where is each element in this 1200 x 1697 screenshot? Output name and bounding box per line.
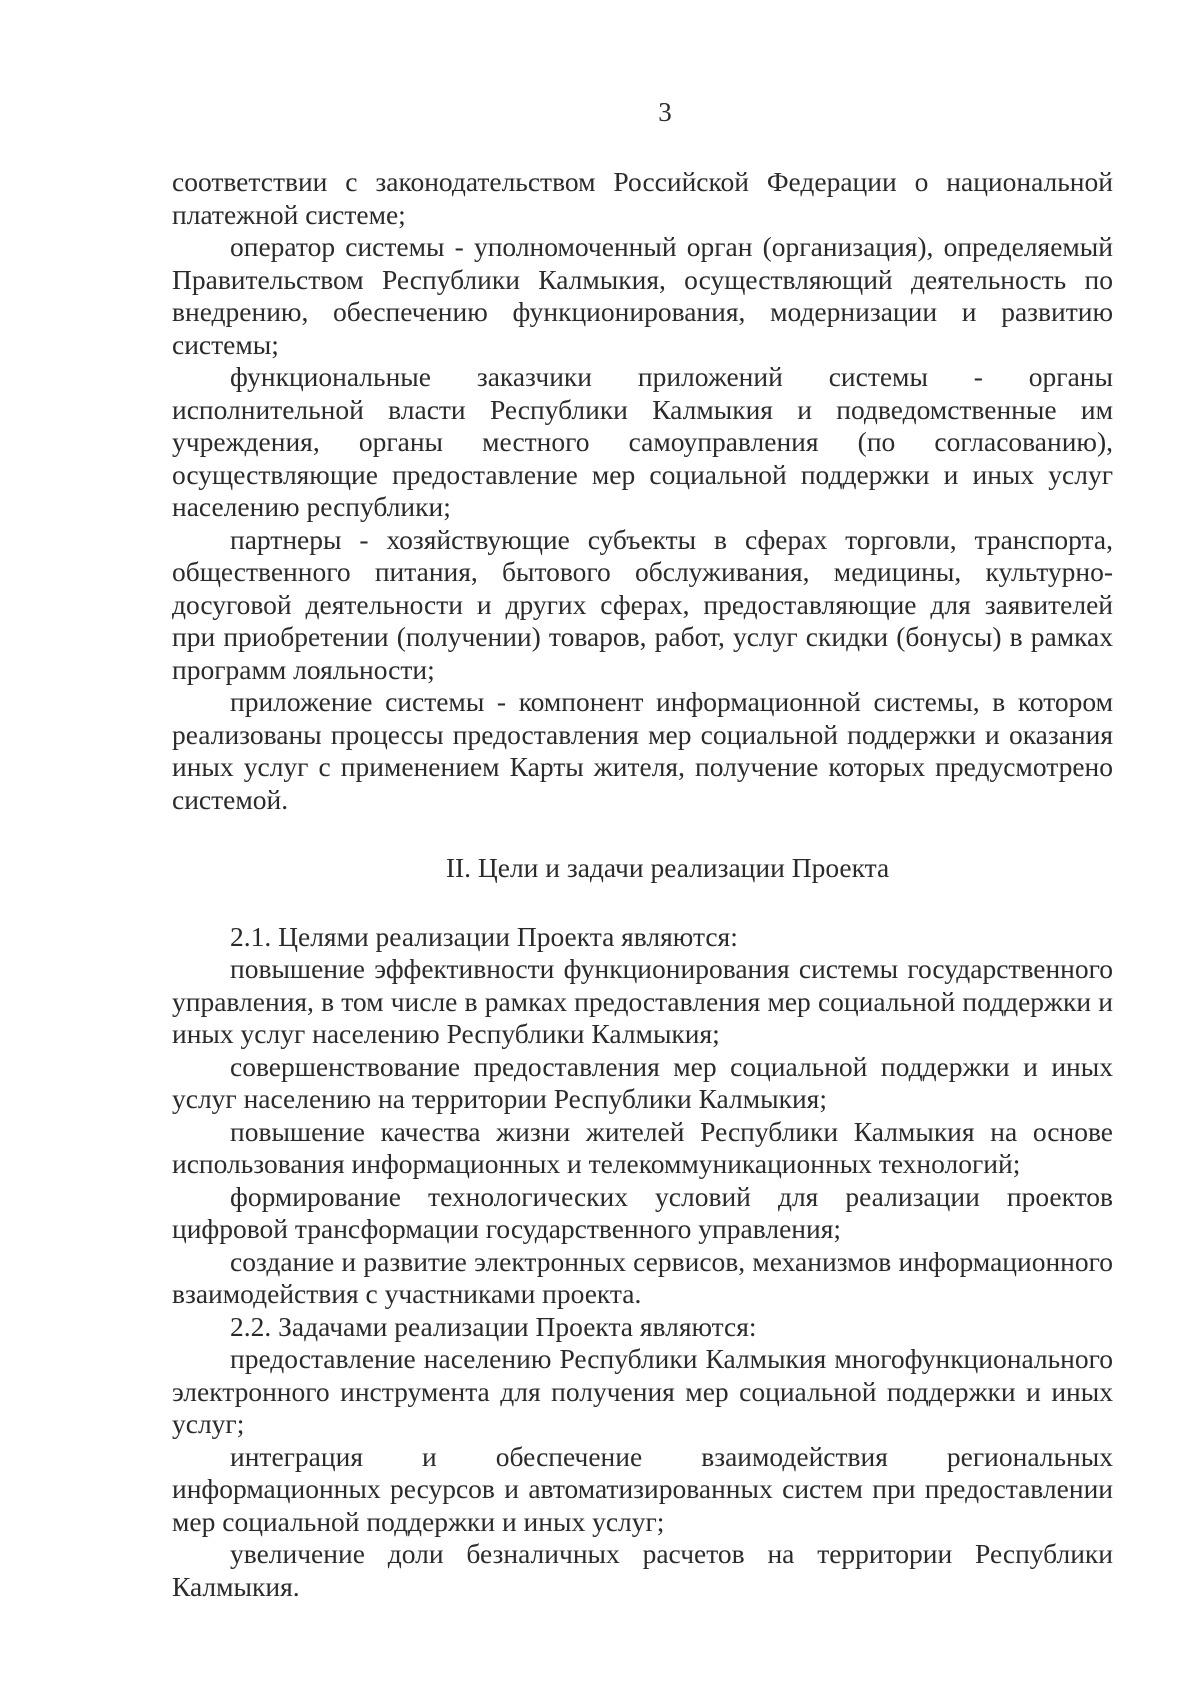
task-item: интеграция и обеспечение взаимодействия региональных информационных ресурсов и автоматизированных систем при предоставлении мер социальной поддержки и иных услуг;	[172, 1440, 1113, 1537]
definitions-section	[172, 166, 1113, 816]
paragraph: приложение системы - компонент информационной системы, в котором реализованы процессы предоставления мер социальной поддержки и оказания иных услуг с применением Карты жителя, получение которых предусмотрено системой.	[172, 686, 1113, 815]
task-item: увеличение доли безналичных расчетов на территории Республики Калмыкия.	[172, 1538, 1113, 1602]
tasks-section	[172, 1311, 1113, 1604]
goal-item: создание и развитие электронных сервисов, механизмов информационного взаимодействия с участниками проекта.	[172, 1245, 1113, 1309]
goals-section	[172, 921, 1113, 1311]
paragraph: партнеры - хозяйствующие субъекты в сферах торговли, транспорта, общественного питания, бытового обслуживания, медицины, культурно-досуговой деятельности и других сферах, предоставляющие для заявителей при приобретении (получении) товаров, работ, услуг скидки (бонусы) в рамках программ лояльности;	[172, 523, 1113, 685]
section-heading: II. Цели и задачи реализации Проекта	[445, 852, 890, 883]
page-number: 3	[658, 97, 672, 127]
paragraph: оператор системы - уполномоченный орган (организация), определяемый Правительством Республики Калмыкия, осуществляющий деятельность по внедрению, обеспечению функционирования, модернизации и развитию системы;	[172, 231, 1113, 360]
goal-item: повышение качества жизни жителей Республики Калмыкия на основе использования информационных и телекоммуникационных технологий;	[172, 1115, 1113, 1179]
document-body	[172, 166, 1113, 1603]
goals-intro: 2.1. Целями реализации Проекта являются:	[230, 920, 738, 952]
paragraph: соответствии с законодательством Российской Федерации о национальной платежной системе;	[172, 166, 1113, 230]
goal-item: формирование технологических условий для реализации проектов цифровой трансформации государственного управления;	[172, 1180, 1113, 1244]
tasks-intro: 2.2. Задачами реализации Проекта являются:	[230, 1310, 757, 1342]
task-item: предоставление населению Республики Калмыкия многофункционального электронного инструмента для получения мер социальной поддержки и иных услуг;	[172, 1343, 1113, 1439]
goal-item: совершенствование предоставления мер социальной поддержки и иных услуг населению на территории Республики Калмыкия;	[172, 1050, 1113, 1114]
goal-item: повышение эффективности функционирования системы государственного управления, в том числе в рамках предоставления мер социальной поддержки и иных услуг населению Республики Калмыкия;	[172, 953, 1113, 1049]
paragraph: функциональные заказчики приложений системы - органы исполнительной власти Республики Калмыкия и подведомственные им учреждения, органы местного самоуправления (по согласованию), осуществляющие предоставление мер социальной поддержки и иных услуг населению республики;	[172, 361, 1113, 522]
